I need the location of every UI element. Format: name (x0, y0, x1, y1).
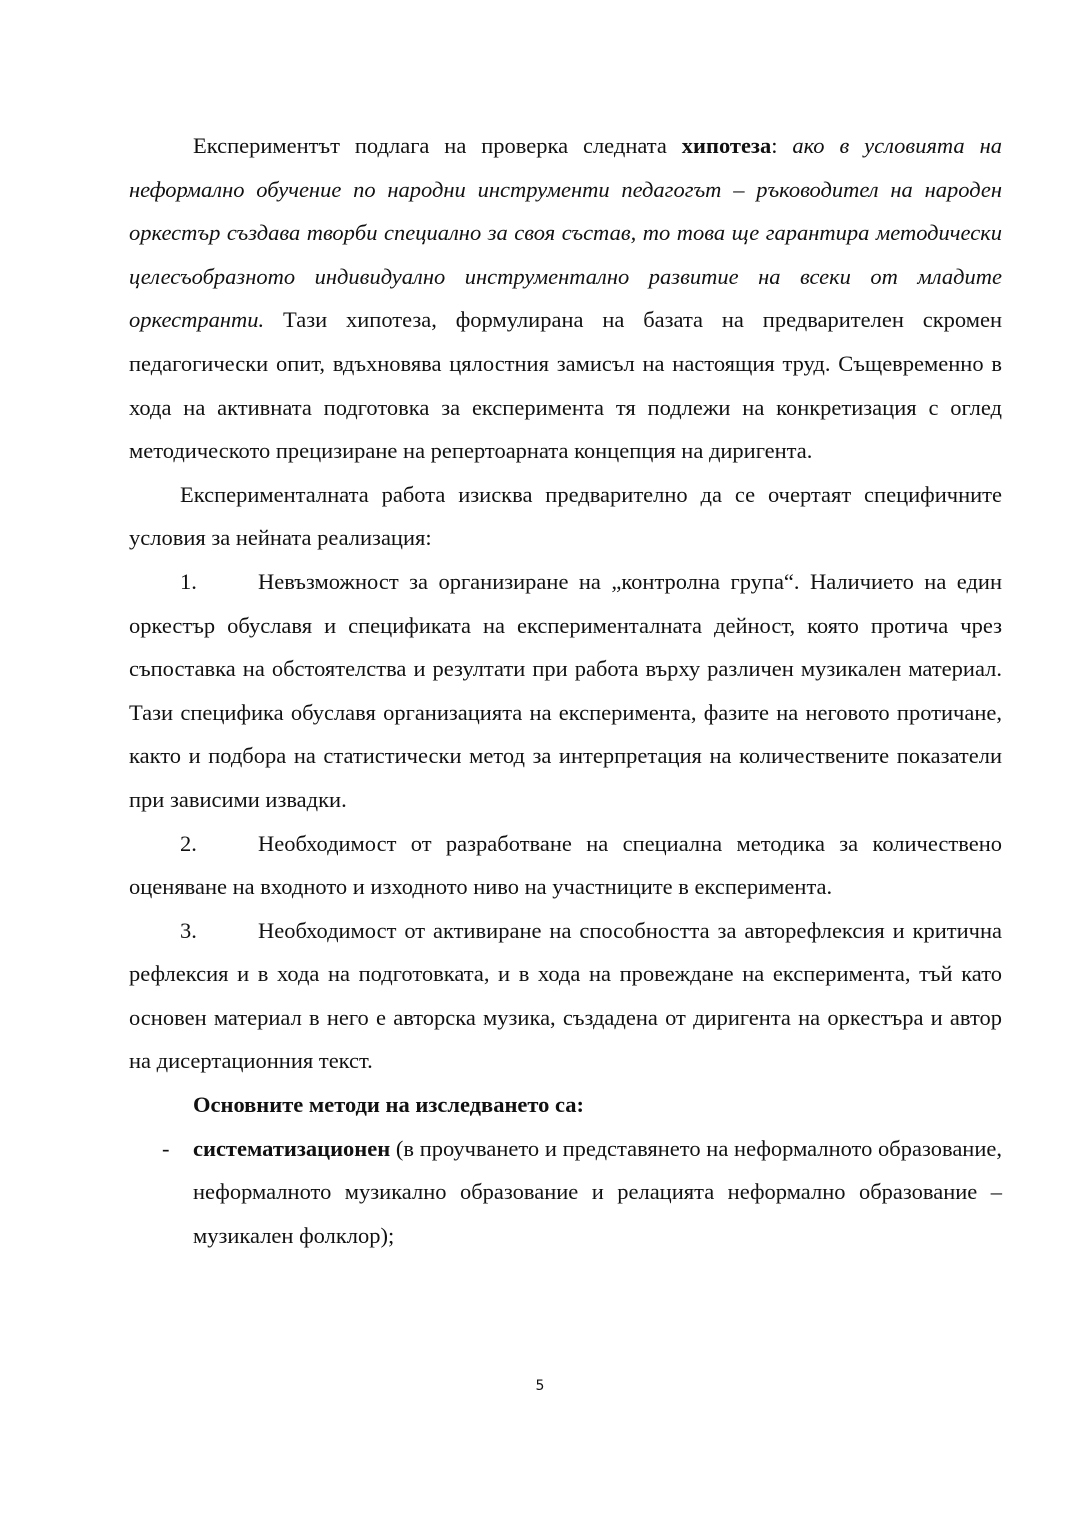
list-dash: - (162, 1135, 170, 1161)
condition-item-2 (129, 822, 1002, 909)
conditions-intro-paragraph: Експерименталната работа изисква предварително да се очертаят специфичните условия за нейната реализация: (129, 481, 1002, 551)
condition-item-1 (129, 560, 1002, 822)
condition-item-3 (129, 909, 1002, 1083)
methods-heading: Основните методи на изследването са: (193, 1092, 585, 1118)
method-description: (в проучването и представянето на неформалното образование, неформалното музикално образование и релацията неформално образование – музикален фолклор); (193, 1135, 1002, 1248)
condition-number: 2. (180, 830, 197, 856)
hypothesis-rest: Тази хипотеза, формулирана на базата на предварителен скромен педагогически опит, вдъхновява цялостния замисъл на настоящия труд. Същевременно в хода на активната подготовка за експеримента тя подлежи на конкретизация с оглед методическото прецизиране на репертоарната концепция на диригента. (129, 307, 1002, 464)
hypothesis-paragraph (129, 124, 1002, 473)
hypothesis-term: хипотеза (681, 133, 772, 158)
condition-number: 3. (180, 917, 197, 943)
page-number: 5 (535, 1378, 545, 1394)
hypothesis-colon: : (771, 133, 793, 158)
condition-text: Необходимост от активиране на способността за авторефлексия и критична рефлексия и в хода на подготовката, и в хода на провеждане на експеримента, тъй като основен материал в него е авторска музика, създадена от диригента на оркестъра и автор на дисертационния текст. (129, 917, 1002, 1074)
method-term: систематизационен (193, 1135, 391, 1161)
condition-text: Необходимост от разработване на специална методика за количествено оценяване на входното и изходното ниво на участниците в експеримента. (129, 830, 1002, 900)
hypothesis-statement: ако в условията на неформално обучение по народни инструменти педагогът – ръководител на народен оркестър създава творби специално за своя състав, то това ще гарантира методически целесъобразното индивидуално инструментално развитие на всеки от младите оркестранти. (129, 133, 1002, 333)
page-body (129, 124, 1002, 1257)
hypothesis-lead: Експериментът подлага на проверка следната (193, 133, 682, 158)
condition-number: 1. (180, 568, 197, 594)
method-item-1 (129, 1127, 1002, 1258)
condition-text: Невъзможност за организиране на „контролна група“. Наличието на един оркестър обуславя и спецификата на експерименталната дейност, която протича чрез съпоставка на обстоятелства и резултати при работа върху различен музикален материал. Тази специфика обуславя организацията на експеримента, фазите на неговото протичане, както и подбора на статистически метод за интерпретация на количествените показатели при зависими извадки. (129, 568, 1002, 812)
